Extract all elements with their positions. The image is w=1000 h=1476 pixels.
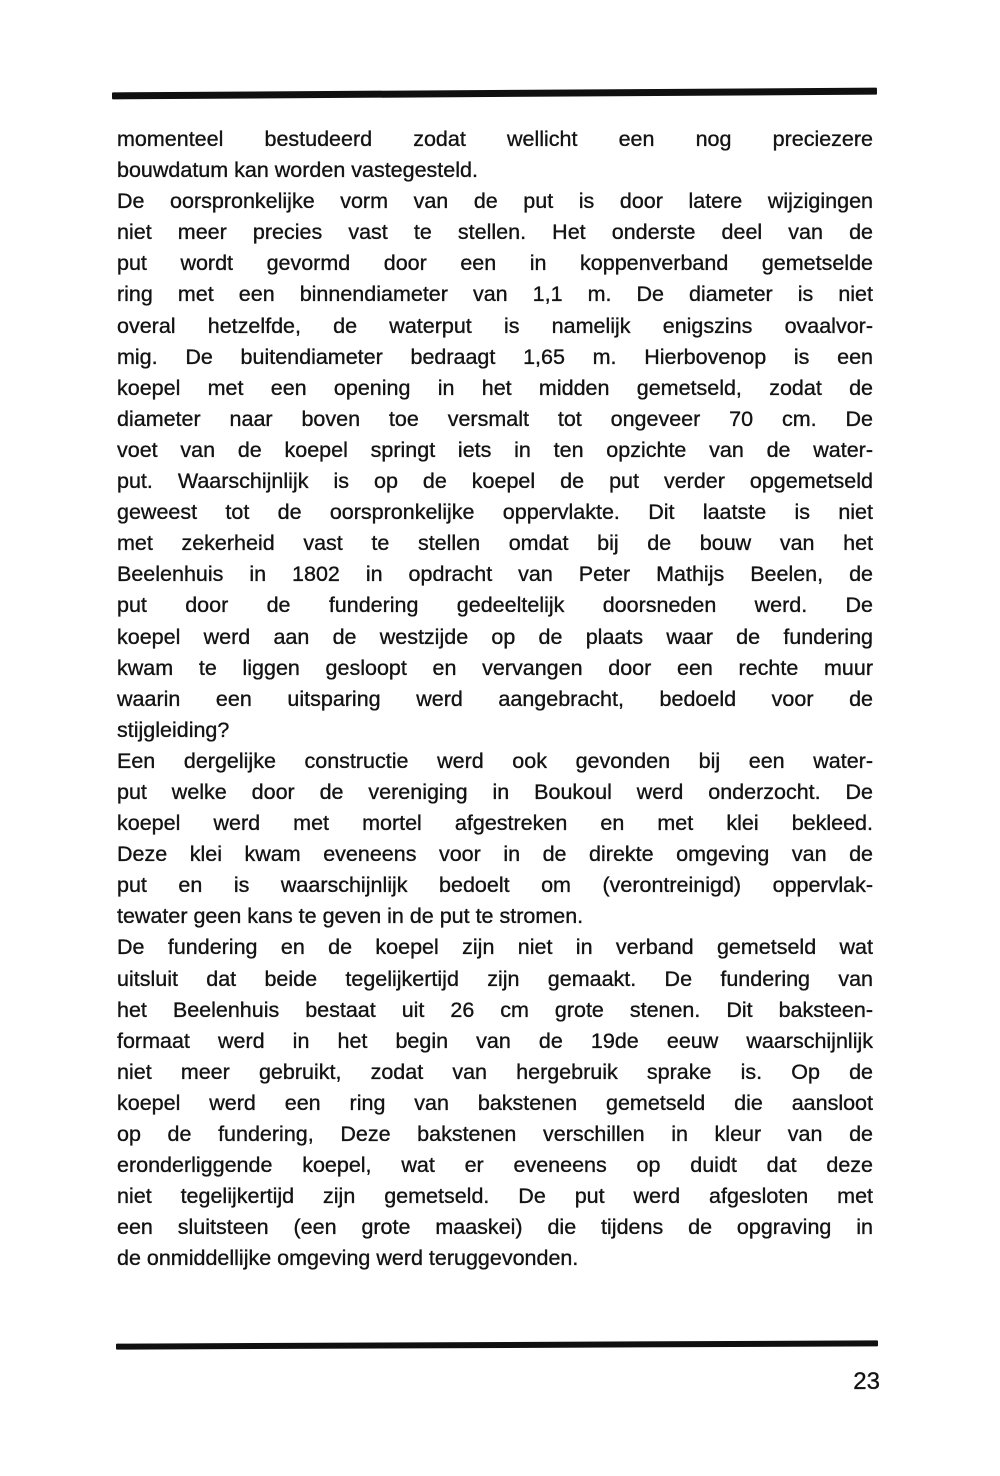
text-line: koepel werd een ring van bakstenen gemetseld die aansloot [117, 1090, 873, 1115]
text-line: Een dergelijke constructie werd ook gevonden bij een water- [117, 748, 873, 773]
text-line: met zekerheid vast te stellen omdat bij de bouw van het [117, 531, 873, 556]
text-line: niet meer gebruikt, zodat van hergebruik sprake is. Op de [117, 1059, 873, 1084]
text-line: Deze klei kwam eveneens voor in de direkte omgeving van de [117, 842, 873, 867]
text-line: eronderliggende koepel, wat er eveneens op duidt dat deze [117, 1153, 873, 1178]
text-line: stijgleiding? [117, 717, 230, 742]
text-line: Beelenhuis in 1802 in opdracht van Peter Mathijs Beelen, de [117, 562, 873, 587]
text-line: bouwdatum kan worden vastegesteld. [117, 158, 478, 183]
text-line: koepel werd aan de westzijde op de plaats waar de fundering [117, 624, 873, 649]
text-line: niet meer precies vast te stellen. Het onderste deel van de [117, 220, 873, 245]
text-line: op de fundering, Deze bakstenen verschillen in kleur van de [117, 1122, 873, 1146]
text-line: de onmiddellijke omgeving werd teruggevonden. [117, 1246, 579, 1271]
text-line: put en is waarschijnlijk bedoelt om (verontreinigd) oppervlak- [117, 873, 873, 898]
text-line: niet tegelijkertijd zijn gemetseld. De put werd afgesloten met [117, 1184, 873, 1209]
text-line: diameter naar boven toe versmalt tot ongeveer 70 cm. De [117, 406, 873, 431]
text-line: De oorspronkelijke vorm van de put is door latere wijzigingen [117, 189, 873, 214]
text-line: overal hetzelfde, de waterput is namelijk enigszins ovaalvor- [117, 313, 873, 338]
text-line: voet van de koepel springt iets in ten opzichte van de water- [117, 437, 873, 462]
text-line: mig. De buitendiameter bedraagt 1,65 m. Hierbovenop is een [117, 344, 873, 369]
top-rule [112, 88, 877, 100]
text-line: put door de fundering gedeeltelijk doorsneden werd. De [117, 593, 873, 618]
text-line: formaat werd in het begin van de 19de eeuw waarschijnlijk [117, 1028, 873, 1053]
text-block [117, 124, 873, 1274]
text-line: het Beelenhuis bestaat uit 26 cm grote stenen. Dit baksteen- [117, 997, 873, 1022]
text-line: De fundering en de koepel zijn niet in verband gemetseld wat [117, 935, 873, 960]
text-line: uitsluit dat beide tegelijkertijd zijn gemaakt. De fundering van [117, 966, 873, 991]
text-line: momenteel bestudeerd zodat wellicht een nog preciezere [117, 127, 873, 151]
page-number: 23 [853, 1368, 880, 1395]
text-line: koepel werd met mortel afgestreken en met klei bekleed. [117, 811, 873, 836]
text-line: put wordt gevormd door een in koppenverband gemetselde [117, 251, 873, 276]
text-line: put. Waarschijnlijk is op de koepel de put verder opgemetseld [117, 469, 873, 494]
text-line: put welke door de vereniging in Boukoul werd onderzocht. De [117, 779, 873, 804]
text-line: ring met een binnendiameter van 1,1 m. De diameter is niet [117, 282, 873, 307]
text-line: kwam te liggen gesloopt en vervangen door een rechte muur [117, 655, 873, 680]
text-line: tewater geen kans te geven in de put te stromen. [117, 904, 584, 929]
text-line: waarin een uitsparing werd aangebracht, bedoeld voor de [117, 686, 873, 711]
text-line: een sluitsteen (een grote maaskei) die tijdens de opgraving in [117, 1215, 873, 1240]
text-line: koepel met een opening in het midden gemetseld, zodat de [117, 375, 873, 400]
bottom-rule [116, 1340, 878, 1349]
text-line: geweest tot de oorspronkelijke oppervlakte. Dit laatste is niet [117, 500, 873, 525]
